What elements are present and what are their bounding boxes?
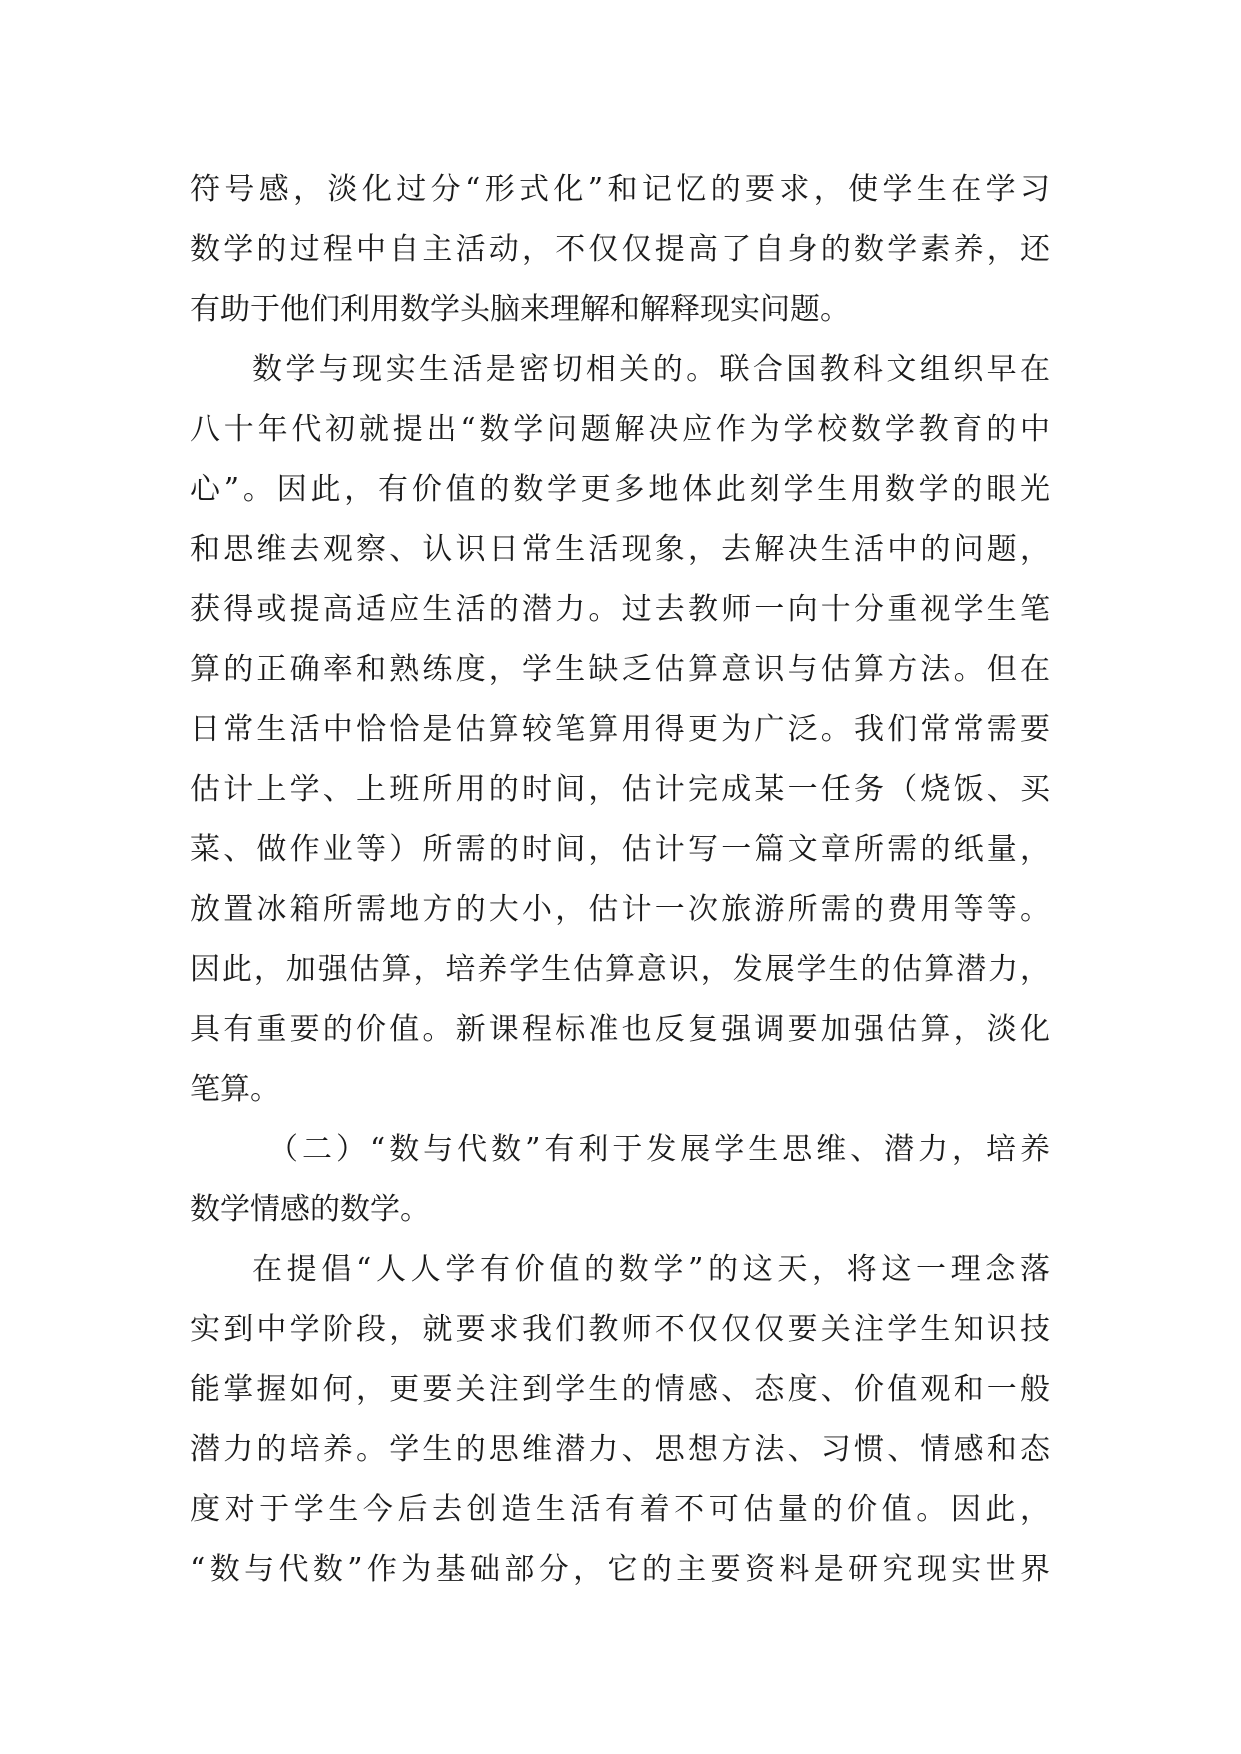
text-line: 八十年代初就提出“数学问题解决应作为学校数学教育的中 — [190, 412, 1050, 447]
section-heading-continuation: 数学情感的数学。 — [190, 1192, 430, 1227]
text-line: 有助于他们利用数学头脑来理解和解释现实问题。 — [190, 292, 850, 327]
text-line: 实到中学阶段，就要求我们教师不仅仅仅要关注学生知识技 — [190, 1312, 1050, 1347]
body-text — [190, 160, 1050, 1600]
text-line: 因此，加强估算，培养学生估算意识，发展学生的估算潜力， — [190, 952, 1050, 987]
text-line: “数与代数”作为基础部分，它的主要资料是研究现实世界 — [190, 1552, 1050, 1587]
text-line: 日常生活中恰恰是估算较笔算用得更为广泛。我们常常需要 — [190, 712, 1050, 747]
paragraph-start-line: 数学与现实生活是密切相关的。联合国教科文组织早在 — [252, 352, 1050, 387]
text-line: 能掌握如何，更要关注到学生的情感、态度、价值观和一般 — [190, 1372, 1050, 1407]
section-heading: （二）“数与代数”有利于发展学生思维、潜力，培养 — [268, 1132, 1050, 1167]
paragraph-start-line: 在提倡“人人学有价值的数学”的这天，将这一理念落 — [252, 1252, 1050, 1287]
text-line: 具有重要的价值。新课程标准也反复强调要加强估算，淡化 — [190, 1012, 1050, 1047]
text-line: 符号感，淡化过分“形式化”和记忆的要求，使学生在学习 — [190, 172, 1050, 207]
text-line: 潜力的培养。学生的思维潜力、思想方法、习惯、情感和态 — [190, 1432, 1050, 1467]
text-line: 和思维去观察、认识日常生活现象，去解决生活中的问题， — [190, 532, 1050, 567]
text-line: 菜、做作业等）所需的时间，估计写一篇文章所需的纸量， — [190, 832, 1050, 867]
text-line: 估计上学、上班所用的时间，估计完成某一任务（烧饭、买 — [190, 772, 1050, 807]
text-line: 笔算。 — [190, 1072, 280, 1107]
text-line: 心”。因此，有价值的数学更多地体此刻学生用数学的眼光 — [190, 472, 1050, 507]
text-line: 度对于学生今后去创造生活有着不可估量的价值。因此， — [190, 1492, 1050, 1527]
text-line: 算的正确率和熟练度，学生缺乏估算意识与估算方法。但在 — [190, 652, 1050, 687]
text-line: 获得或提高适应生活的潜力。过去教师一向十分重视学生笔 — [190, 592, 1050, 627]
text-line: 数学的过程中自主活动，不仅仅提高了自身的数学素养，还 — [190, 232, 1050, 267]
text-line: 放置冰箱所需地方的大小，估计一次旅游所需的费用等等。 — [190, 892, 1050, 927]
